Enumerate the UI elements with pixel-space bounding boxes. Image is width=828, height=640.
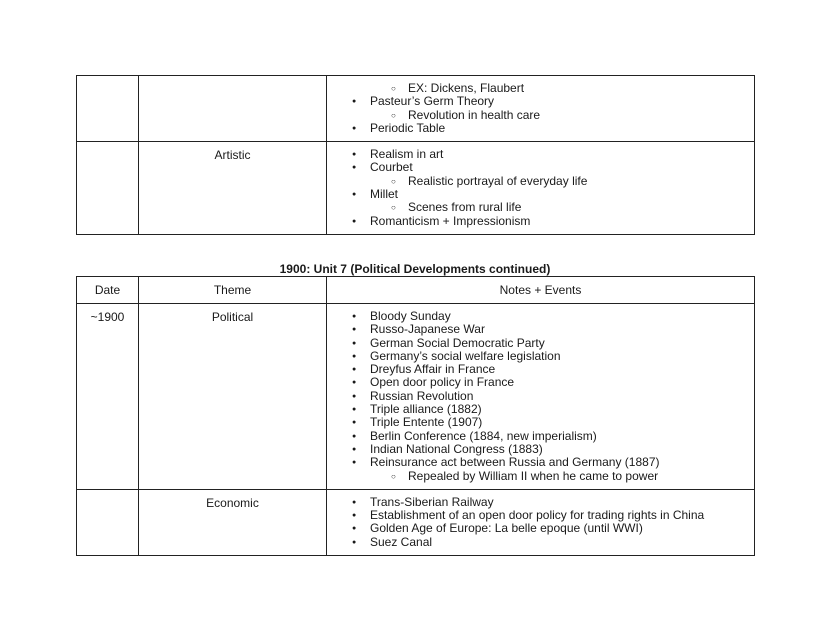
bullet-list <box>327 310 754 483</box>
bullet-item: ● Bloody Sunday <box>327 310 754 323</box>
table-row <box>77 76 755 142</box>
bullet-item: ● German Social Democratic Party <box>327 337 754 350</box>
bullet-item: ● Courbet <box>327 161 754 174</box>
date-cell <box>77 142 139 235</box>
bullet-item: ● Pasteur’s Germ Theory <box>327 95 754 108</box>
notes-table-continued <box>76 75 755 235</box>
bullet-item: ● Suez Canal <box>327 536 754 549</box>
bullet-item: ● Dreyfus Affair in France <box>327 363 754 376</box>
column-header-date: Date <box>77 277 139 304</box>
theme-cell: Political <box>139 304 327 490</box>
sub-bullet-item: ○ Realistic portrayal of everyday life <box>327 175 754 188</box>
header-row <box>77 277 755 304</box>
bullet-item: ● Millet <box>327 188 754 201</box>
bullet-item: ● Periodic Table <box>327 122 754 135</box>
theme-cell <box>139 76 327 142</box>
bullet-item: ● Romanticism + Impressionism <box>327 215 754 228</box>
bullet-item: ● Trans-Siberian Railway <box>327 496 754 509</box>
table-row <box>77 489 755 555</box>
bullet-item: ● Golden Age of Europe: La belle epoque (until WWI) <box>327 522 754 535</box>
bullet-item: ● Indian National Congress (1883) <box>327 443 754 456</box>
theme-cell: Economic <box>139 489 327 555</box>
bullet-list <box>327 148 754 228</box>
date-cell: ~1900 <box>77 304 139 490</box>
column-header-theme: Theme <box>139 277 327 304</box>
bullet-item: ● Berlin Conference (1884, new imperialism) <box>327 430 754 443</box>
bullet-item: ● Triple alliance (1882) <box>327 403 754 416</box>
table-row <box>77 142 755 235</box>
bullet-item: ● Reinsurance act between Russia and Germany (1887) <box>327 456 754 469</box>
bullet-item: ● Russian Revolution <box>327 390 754 403</box>
column-header-notes: Notes + Events <box>327 277 755 304</box>
bullet-item: ● Establishment of an open door policy for trading rights in China <box>327 509 754 522</box>
date-cell <box>77 76 139 142</box>
table-row <box>77 304 755 490</box>
sub-bullet-item: ○ Repealed by William II when he came to power <box>327 470 754 483</box>
notes-cell <box>327 76 755 142</box>
sub-bullet-item: ○ EX: Dickens, Flaubert <box>327 82 754 95</box>
bullet-item: ● Russo-Japanese War <box>327 323 754 336</box>
notes-cell <box>327 142 755 235</box>
bullet-item: ● Realism in art <box>327 148 754 161</box>
date-cell <box>77 489 139 555</box>
bullet-list <box>327 82 754 135</box>
notes-cell <box>327 489 755 555</box>
bullet-item: ● Germany’s social welfare legislation <box>327 350 754 363</box>
section-title: 1900: Unit 7 (Political Developments continued) <box>279 262 551 276</box>
sub-bullet-item: ○ Revolution in health care <box>327 109 754 122</box>
notes-cell <box>327 304 755 490</box>
bullet-item: ● Triple Entente (1907) <box>327 416 754 429</box>
theme-cell: Artistic <box>139 142 327 235</box>
bullet-item: ● Open door policy in France <box>327 376 754 389</box>
bullet-list <box>327 496 754 549</box>
notes-table-1900 <box>76 276 755 556</box>
sub-bullet-item: ○ Scenes from rural life <box>327 201 754 214</box>
